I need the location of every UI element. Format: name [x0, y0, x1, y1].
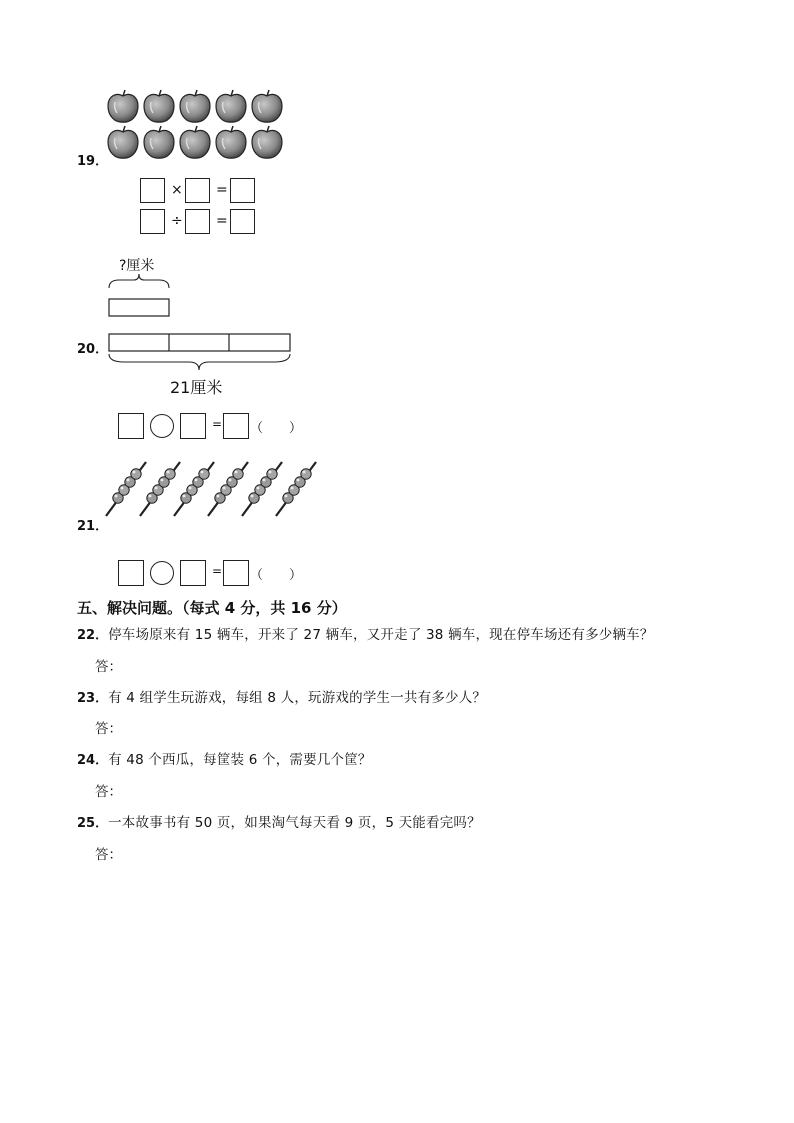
- question-number-20: 20．: [77, 342, 109, 357]
- answer-box[interactable]: [140, 209, 165, 234]
- question-mark-cm-label: ?厘米: [119, 258, 155, 274]
- top-brace: [109, 274, 169, 288]
- question-text: 停车场原来有 15 辆车，开来了 27 辆车，又开走了 38 辆车，现在停车场还有多少辆车？: [108, 627, 654, 643]
- unit-parentheses: （ ）: [250, 421, 303, 436]
- total-length-label: 21厘米: [170, 378, 223, 397]
- section-heading: 五、解决问题。（每式 4 分，共 16 分）: [77, 599, 347, 617]
- answer-box[interactable]: [185, 178, 210, 203]
- equals-sign: =: [216, 213, 228, 229]
- skewers-illustration: [100, 458, 322, 520]
- question-text: 有 48 个西瓜，每筐装 6 个，需要几个筐？: [108, 752, 372, 768]
- skewer-icon: [242, 462, 282, 516]
- question-number-21: 21．: [77, 519, 109, 534]
- question-22: [77, 623, 654, 643]
- operator-circle[interactable]: [150, 414, 174, 438]
- question-25: [77, 811, 481, 831]
- answer-label: 答：: [95, 784, 122, 800]
- question-number: 23．: [77, 691, 109, 706]
- question-text: 有 4 组学生玩游戏，每组 8 人，玩游戏的学生一共有多少人？: [108, 690, 487, 706]
- question-number: 22．: [77, 628, 109, 643]
- answer-box[interactable]: [180, 413, 206, 439]
- apple-icon: [144, 90, 174, 122]
- answer-label: 答：: [95, 721, 122, 737]
- times-sign: ×: [171, 182, 183, 198]
- apple-icon: [252, 90, 282, 122]
- apple-icon: [108, 126, 138, 158]
- equals-sign: =: [216, 182, 228, 198]
- answer-label: 答：: [95, 659, 122, 675]
- skewer-icon: [174, 462, 214, 516]
- answer-box[interactable]: [223, 413, 249, 439]
- equals-sign: =: [212, 564, 223, 578]
- unit-parentheses: （ ）: [250, 568, 303, 583]
- skewer-icon: [106, 462, 146, 516]
- apple-icon: [144, 126, 174, 158]
- apple-icon: [216, 90, 246, 122]
- apple-icon: [252, 126, 282, 158]
- divide-sign: ÷: [171, 213, 183, 229]
- answer-box[interactable]: [230, 178, 255, 203]
- skewer-icon: [140, 462, 180, 516]
- apple-icon: [180, 126, 210, 158]
- apple-icon: [108, 90, 138, 122]
- equals-sign: =: [212, 417, 223, 431]
- question-number: 24．: [77, 753, 109, 768]
- question-number-19: 19．: [77, 154, 109, 169]
- apple-icon: [216, 126, 246, 158]
- answer-label: 答：: [95, 847, 122, 863]
- answer-box[interactable]: [118, 560, 144, 586]
- skewer-icon: [208, 462, 248, 516]
- question-text: 一本故事书有 50 页，如果淘气每天看 9 页，5 天能看完吗？: [108, 815, 481, 831]
- question-24: [77, 748, 372, 768]
- apple-icon: [180, 90, 210, 122]
- answer-box[interactable]: [140, 178, 165, 203]
- unit-segment: [109, 299, 169, 316]
- bottom-brace: [109, 354, 290, 370]
- answer-box[interactable]: [185, 209, 210, 234]
- line-segment-diagram: [104, 274, 298, 384]
- answer-box[interactable]: [223, 560, 249, 586]
- apples-illustration: [104, 88, 288, 164]
- answer-box[interactable]: [230, 209, 255, 234]
- operator-circle[interactable]: [150, 561, 174, 585]
- whole-segment: [109, 334, 290, 351]
- answer-box[interactable]: [180, 560, 206, 586]
- question-number: 25．: [77, 816, 109, 831]
- answer-box[interactable]: [118, 413, 144, 439]
- question-23: [77, 686, 486, 706]
- skewer-icon: [276, 462, 316, 516]
